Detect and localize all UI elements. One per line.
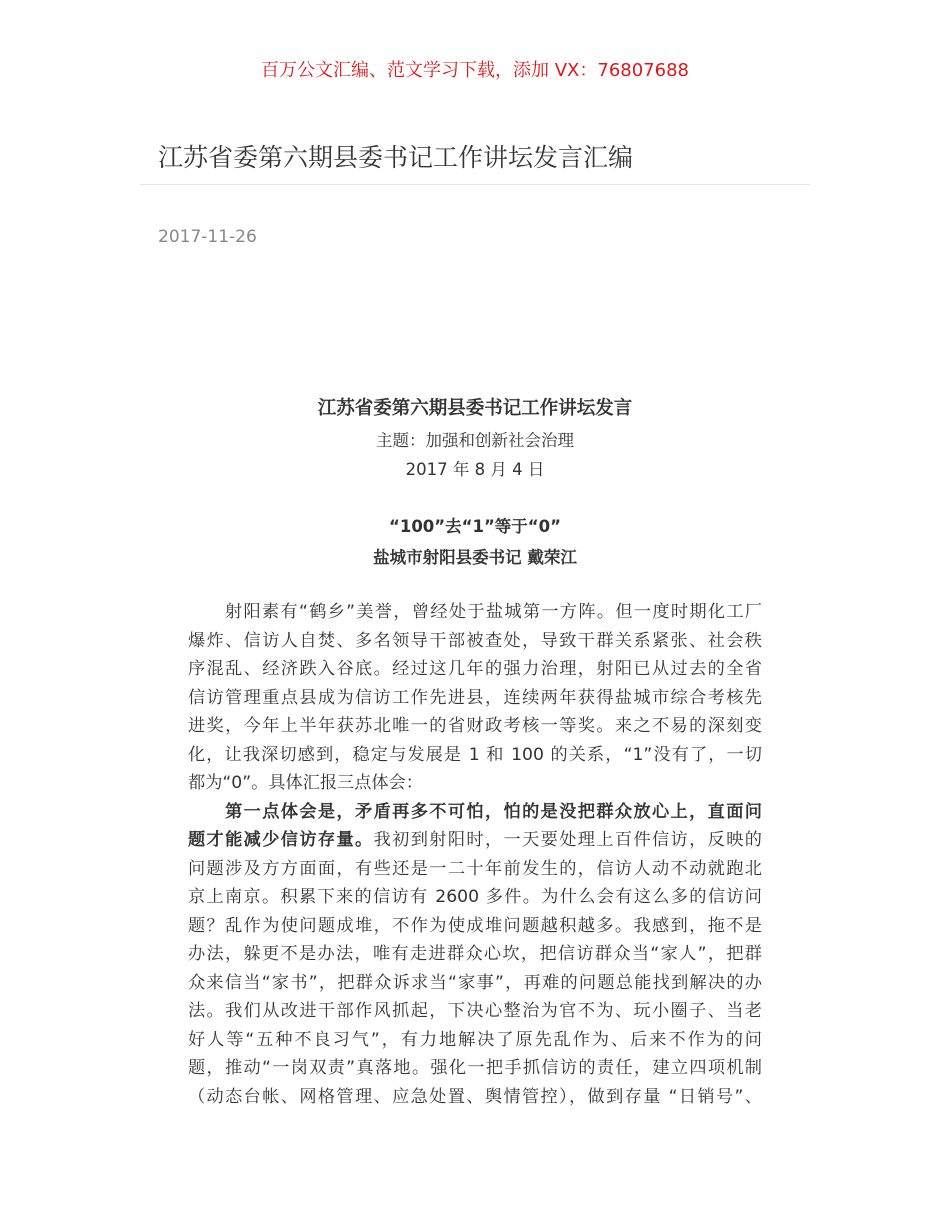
body-line: 好人等“五种不良习气”，有力地解决了原先乱作为、后来不作为的问: [188, 1029, 762, 1050]
body-line: 法。我们从改进干部作风抓起，下决心整治为官不为、玩小圈子、当老: [188, 1001, 762, 1021]
speech-title: “100”去“1”等于“0”: [389, 517, 561, 536]
body-line: [188, 826, 762, 855]
body-line: 问题涉及方方面面，有些还是一二十年前发生的，信访人动不动就跑北: [188, 858, 762, 879]
body-line: 序混乱、经济跌入谷底。经过这几年的强力治理，射阳已从过去的全省: [188, 659, 762, 679]
body-line: 众来信当“家书”，把群众诉求当“家事”，再难的问题总能找到解决的办: [188, 972, 762, 993]
body-line-bold: 第一点体会是，矛盾再多不可怕，怕的是没把群众放心上，直面问: [188, 801, 762, 822]
publish-date: 2017-11-26: [158, 227, 257, 247]
body-line: 题？乱作为使问题成堆，不作为使成堆问题越积越多。我感到，拖不是: [188, 915, 762, 936]
body-line: 进奖，今年上半年获苏北唯一的省财政考核一等奖。来之不易的深刻变: [188, 716, 762, 736]
body-line: 爆炸、信访人自焚、多名领导干部被查处，导致干群关系紧张、社会秩: [188, 630, 762, 651]
bold-lead: 题才能减少信访存量。: [188, 830, 374, 850]
document-body: [188, 598, 762, 1111]
body-line: （动态台帐、网格管理、应急处置、舆情管控），做到存量 “日销号”、: [188, 1086, 762, 1107]
speaker: 盐城市射阳县委书记 戴荣江: [373, 548, 577, 567]
document-date: 2017 年 8 月 4 日: [405, 460, 545, 479]
document-theme: 主题：加强和创新社会治理: [376, 431, 574, 450]
body-line: 射阳素有“鹤乡”美誉，曾经处于盐城第一方阵。但一度时期化工厂: [188, 602, 762, 622]
body-line: 化，让我深切感到，稳定与发展是 1 和 100 的关系，“1”没有了，一切: [188, 744, 762, 765]
body-line: 都为“0”。具体汇报三点体会：: [188, 773, 423, 793]
body-line: 题，推动“一岗双责”真落地。强化一把手抓信访的责任，建立四项机制: [188, 1058, 762, 1078]
body-line: 信访管理重点县成为信访工作先进县，连续两年获得盐城市综合考核先: [188, 687, 762, 708]
page-title: 江苏省委第六期县委书记工作讲坛发言汇编: [158, 143, 634, 172]
document-heading: 江苏省委第六期县委书记工作讲坛发言: [317, 398, 633, 419]
line-text: 我初到射阳时，一天要处理上百件信访，反映的: [373, 830, 762, 850]
title-divider: [140, 184, 810, 185]
body-line: 京上南京。积累下来的信访有 2600 多件。为什么会有这么多的信访问: [188, 887, 762, 907]
promo-banner: 百万公文汇编、范文学习下载，添加 VX：76807688: [261, 60, 689, 81]
body-line: 办法，躲更不是办法，唯有走进群众心坎，把信访群众当“家人”，把群: [188, 944, 762, 964]
